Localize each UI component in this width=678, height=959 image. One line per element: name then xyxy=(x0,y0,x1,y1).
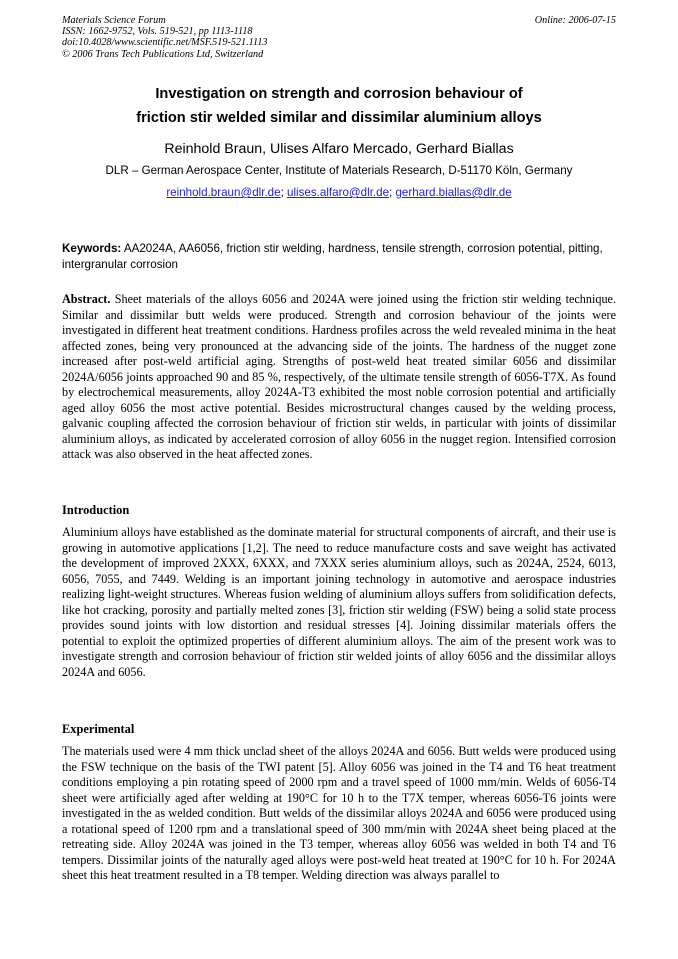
keywords-section xyxy=(62,241,616,272)
journal-header xyxy=(62,15,616,60)
email-links xyxy=(62,185,616,200)
journal-name: Materials Science Forum xyxy=(62,15,166,26)
email-link-biallas[interactable]: gerhard.biallas@dlr.de xyxy=(395,186,512,199)
title-line-1: Investigation on strength and corrosion behaviour of xyxy=(155,86,523,102)
email-link-alfaro[interactable]: ulises.alfaro@dlr.de xyxy=(287,186,390,199)
online-date: Online: 2006-07-15 xyxy=(534,15,616,26)
doi-line: doi:10.4028/www.scientific.net/MSF.519-521.1113 xyxy=(62,37,268,49)
affiliation: DLR – German Aerospace Center, Institute of Materials Research, D-51170 Köln, Germany xyxy=(105,164,573,177)
introduction-heading: Introduction xyxy=(62,503,130,517)
experimental-heading: Experimental xyxy=(62,722,135,736)
issn-line: ISSN: 1662-9752, Vols. 519-521, pp 1113-1118 xyxy=(62,26,253,38)
abstract-text: Sheet materials of the alloys 6056 and 2024A were joined using the friction stir welding technique. Similar and dissimilar butt welds were produced. Strength and corrosion behaviour of the joints were investigated in different heat treatment conditions. Hardness profiles across the weld revealed minima in the heat affected zones, being very pronounced at the advancing side of the joints. The hardness of the nugget zone increased after post-weld artificial aging. Strengths of post-weld heat treated similar 6056 and dissimilar 2024A/6056 joints approached 90 and 85 %, respectively, of the ultimate tensile strength of 6056-T7X. As found by electrochemical measurements, alloy 2024A-T3 exhibited the most noble corrosion potential and artificially aged alloy 6056 the most active potential. Besides microstructural changes caused by the welding process, galvanic coupling affected the corrosion behaviour of friction stir welds, in particular with joints of dissimilar aluminium alloys, as indicated by accelerated corrosion of alloy 6056 in the nugget region. Intensified corrosion attack was also observed in the heat affected zones. xyxy=(62,292,616,461)
experimental-text: The materials used were 4 mm thick unclad sheet of the alloys 2024A and 6056. Butt welds were produced using the FSW technique on the basis of the TWI patent [5]. Alloy 6056 was joined in the T4 and T6 heat treatment conditions employing a pin rotating speed of 2000 rpm and a travel speed of 1000 mm/min. Welds of 6056-T4 sheet were artificially aged after welding at 190°C for 10 h to the T7X temper, whereas 6056-T6 joints were investigated in the as welded condition. Butt welds of the dissimilar alloys 2024A and 6056 were produced using a rotational speed of 1200 rpm and a translational speed of 300 mm/min with 2024A sheet being placed at the retreating side. Alloy 2024A was joined in the T3 temper, whereas alloy 6056 was welded in both T4 and T6 tempers. Dissimilar joints of the naturally aged alloys were post-weld heat treated at 190°C for 10 h. For 2024A sheet this heat treatment resulted in a T8 temper. Welding direction was always parallel to xyxy=(62,744,616,882)
paper-title xyxy=(62,82,616,130)
title-line-2: friction stir welded similar and dissimilar aluminium alloys xyxy=(136,110,542,126)
copyright-line: © 2006 Trans Tech Publications Ltd, Switzerland xyxy=(62,48,264,60)
author-list: Reinhold Braun, Ulises Alfaro Mercado, Gerhard Biallas xyxy=(164,141,514,157)
email-separator: ; xyxy=(280,186,288,199)
email-link-braun[interactable]: reinhold.braun@dlr.de xyxy=(166,186,281,199)
keywords-label: Keywords: xyxy=(62,242,122,255)
abstract-section xyxy=(62,292,616,463)
introduction-text: Aluminium alloys have established as the dominate material for structural components of aircraft, and their use is growing in automotive applications [1,2]. The need to reduce manufacture costs and save weight has activated the development of improved 2XXX, 6XXX, and 7XXX series aluminium alloys, such as 2024A, 2524, 6013, 6056, 7055, and 7449. Welding is an important joining technology in automotive and aerospace industries realizing light-weight structures. Whereas fusion welding of aluminium alloys suffers from solidification defects, like hot cracking, porosity and partially melted zones [3], friction stir welding (FSW) being a solid state process provides sound joints with low distortion and residual stresses [4]. Joining dissimilar materials offers the potential to exploit the optimized properties of different aluminium alloys. The aim of the present work was to investigate strength and corrosion behaviour of friction stir welded joints of alloy 6056 and the dissimilar alloys 2024A and 6056. xyxy=(62,525,616,679)
email-separator: ; xyxy=(389,186,396,199)
keywords-text: AA2024A, AA6056, friction stir welding, hardness, tensile strength, corrosion potential, pitting, intergranular corrosion xyxy=(62,242,603,271)
abstract-label: Abstract. xyxy=(62,292,111,306)
